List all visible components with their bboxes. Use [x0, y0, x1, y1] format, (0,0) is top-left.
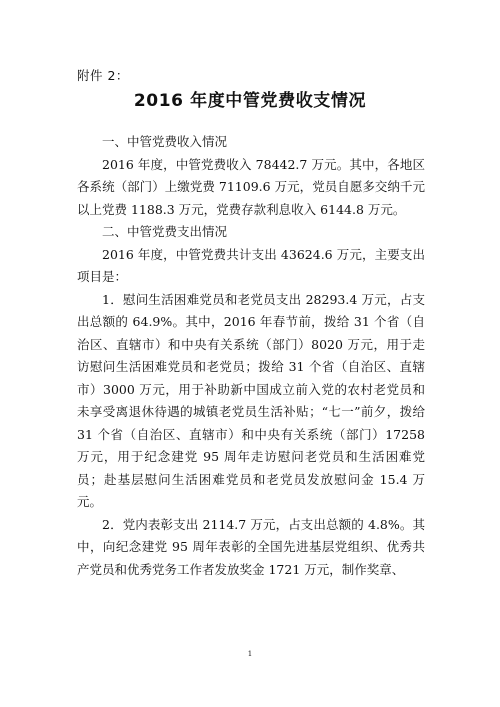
expenditure-item-1-paragraph: 1．慰问生活困难党员和老党员支出 28293.4 万元，占支出总额的 64.9%。其中，2016 年春节前，拨给 31 个省（自治区、直辖市）和中央有关系统（部门）8020 万元，用于走访慰问生活困难党员和老党员；拨给 31 个省（自治区、直辖市）3000 万元，用于补助新中国成立前入党的农村老党员和未享受离退休待遇的城镇老党员生活补贴；“七一”前夕，拨给 31 个省（自治区、直辖市）和中央有关系统（部门）17258 万元，用于纪念建党 95 周年走访慰问老党员和生活困难党员；赴基层慰问生活困难党员和老党员发放慰问金 15.4 万元。 — [77, 291, 425, 509]
document-title: 2016 年度中管党费收支情况 — [133, 91, 367, 111]
page-number: 1 — [247, 650, 253, 658]
income-paragraph: 2016 年度，中管党费收入 78442.7 万元。其中，各地区各系统（部门）上缴党费 71109.6 万元，党员自愿多交纳千元以上党费 1188.3 万元，党费存款利息收入 6144.8 万元。 — [77, 156, 425, 217]
expenditure-item-2-paragraph: 2．党内表彰支出 2114.7 万元，占支出总额的 4.8%。其中，向纪念建党 95 周年表彰的全国先进基层党组织、优秀共产党员和优秀党务工作者发放奖金 1721 万元，制作奖章、 — [77, 516, 425, 577]
document-body — [77, 131, 425, 581]
section-heading-expenditure: 二、中管党费支出情况 — [102, 224, 228, 239]
section-heading-income: 一、中管党费收入情况 — [102, 134, 228, 149]
attachment-label: 附件 2： — [77, 68, 129, 83]
expenditure-summary-paragraph: 2016 年度，中管党费共计支出 43624.6 万元，主要支出项目是： — [77, 246, 425, 284]
